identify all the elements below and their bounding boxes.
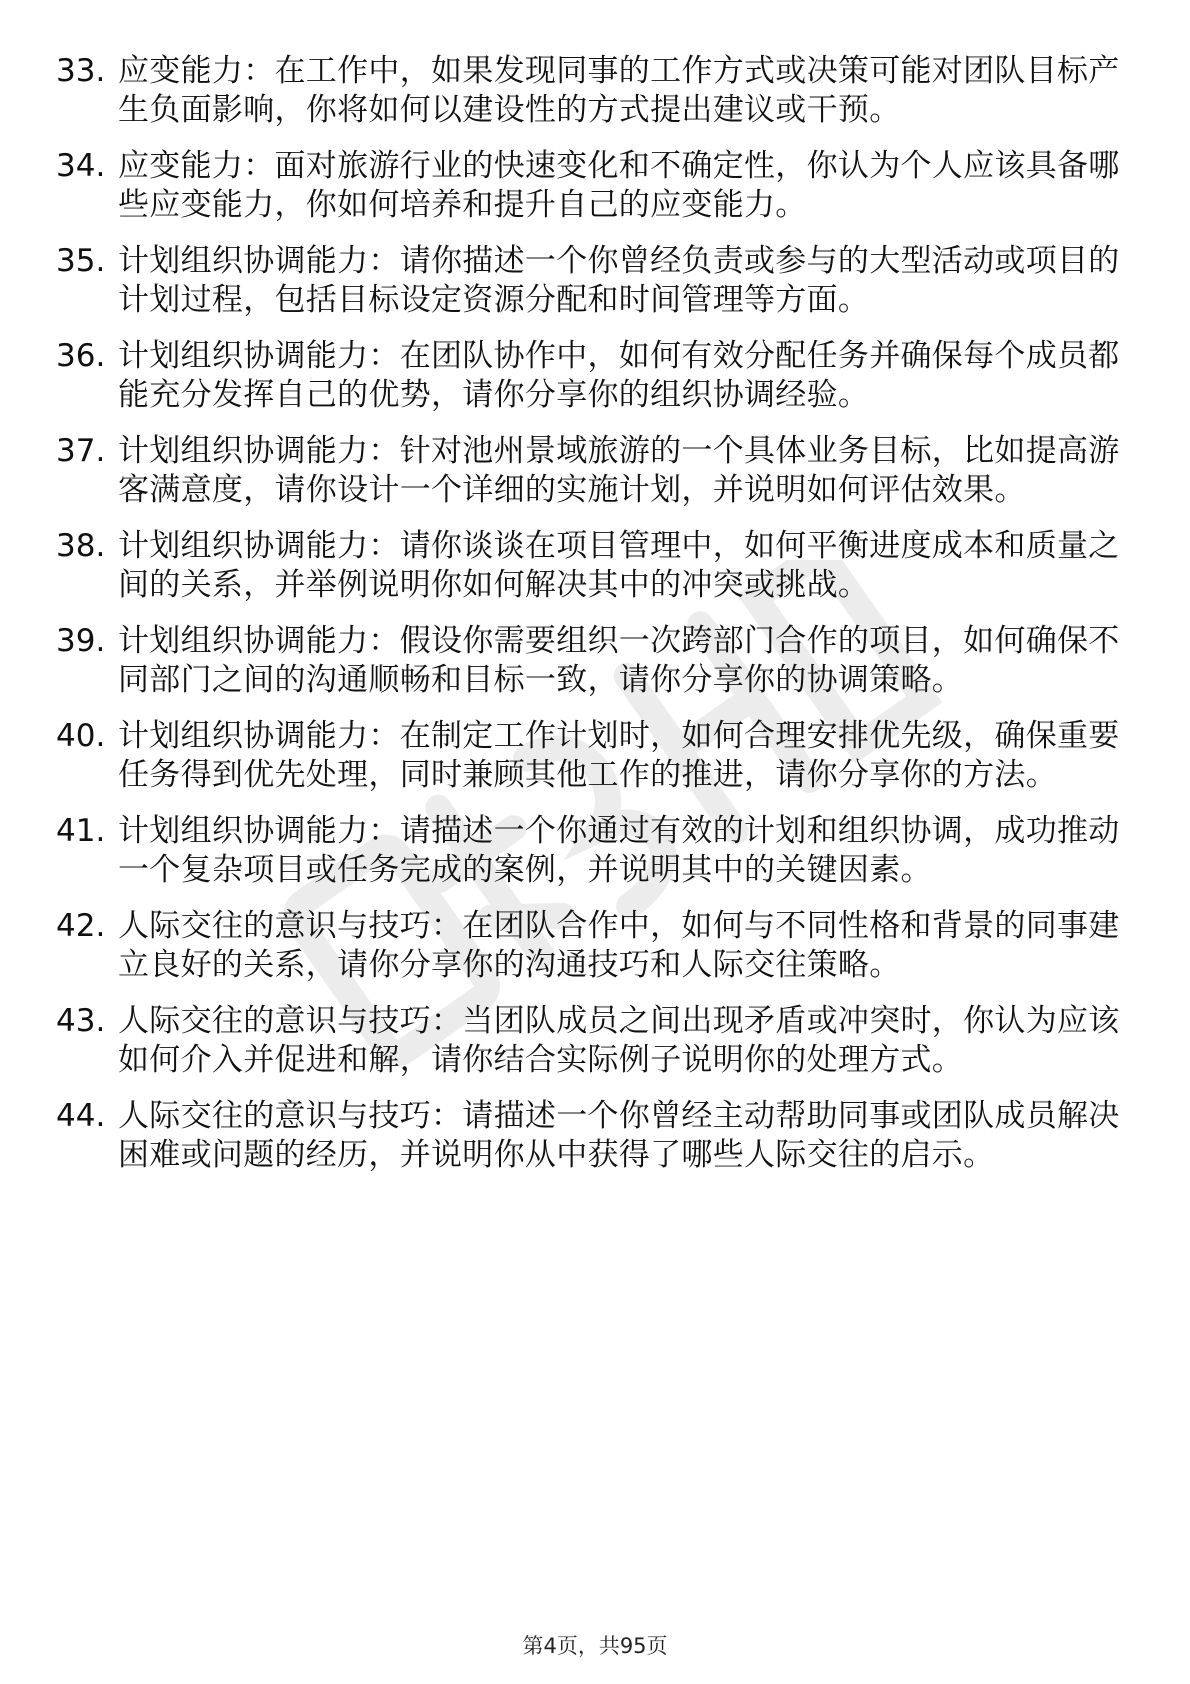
question-text: 人际交往的意识与技巧：请描述一个你曾经主动帮助同事或团队成员解决困难或问题的经历，并说明你从中获得了哪些人际交往的启示。 <box>118 1098 1120 1173</box>
question-number: 42. <box>56 908 106 944</box>
question-number: 40. <box>56 718 106 754</box>
question-text: 应变能力：在工作中，如果发现同事的工作方式或决策可能对团队目标产生负面影响，你将如何以建设性的方式提出建议或干预。 <box>118 53 1120 128</box>
list-item <box>56 717 1126 795</box>
question-text: 计划组织协调能力：请你谈谈在项目管理中，如何平衡进度成本和质量之间的关系，并举例说明你如何解决其中的冲突或挑战。 <box>118 528 1120 603</box>
list-item <box>56 812 1126 890</box>
question-text: 计划组织协调能力：请你描述一个你曾经负责或参与的大型活动或项目的计划过程，包括目标设定资源分配和时间管理等方面。 <box>118 243 1120 318</box>
question-number: 33. <box>56 53 106 89</box>
question-list <box>56 52 1126 1192</box>
page-footer <box>0 1633 1190 1659</box>
question-text: 计划组织协调能力：针对池州景域旅游的一个具体业务目标，比如提高游客满意度，请你设计一个详细的实施计划，并说明如何评估效果。 <box>118 433 1120 508</box>
question-number: 36. <box>56 338 106 374</box>
question-text: 计划组织协调能力：请描述一个你通过有效的计划和组织协调，成功推动一个复杂项目或任务完成的案例，并说明其中的关键因素。 <box>118 813 1120 888</box>
question-text: 计划组织协调能力：在制定工作计划时，如何合理安排优先级，确保重要任务得到优先处理，同时兼顾其他工作的推进，请你分享你的方法。 <box>118 718 1120 793</box>
list-item <box>56 52 1126 130</box>
list-item <box>56 337 1126 415</box>
question-number: 43. <box>56 1003 106 1039</box>
list-item <box>56 1002 1126 1080</box>
question-text: 计划组织协调能力：在团队协作中，如何有效分配任务并确保每个成员都能充分发挥自己的优势，请你分享你的组织协调经验。 <box>118 338 1120 413</box>
question-number: 38. <box>56 528 106 564</box>
list-item <box>56 432 1126 510</box>
list-item <box>56 527 1126 605</box>
list-item <box>56 147 1126 225</box>
question-text: 人际交往的意识与技巧：在团队合作中，如何与不同性格和背景的同事建立良好的关系，请你分享你的沟通技巧和人际交往策略。 <box>118 908 1120 983</box>
page-number-label: 第4页，共95页 <box>522 1634 668 1658</box>
question-number: 37. <box>56 433 106 469</box>
question-number: 39. <box>56 623 106 659</box>
question-number: 34. <box>56 148 106 184</box>
list-item <box>56 907 1126 985</box>
question-number: 44. <box>56 1098 106 1134</box>
question-text: 计划组织协调能力：假设你需要组织一次跨部门合作的项目，如何确保不同部门之间的沟通顺畅和目标一致，请你分享你的协调策略。 <box>118 623 1120 698</box>
question-text: 应变能力：面对旅游行业的快速变化和不确定性，你认为个人应该具备哪些应变能力，你如何培养和提升自己的应变能力。 <box>118 148 1120 223</box>
list-item <box>56 242 1126 320</box>
question-number: 35. <box>56 243 106 279</box>
list-item <box>56 1097 1126 1175</box>
question-text: 人际交往的意识与技巧：当团队成员之间出现矛盾或冲突时，你认为应该如何介入并促进和解，请你结合实际例子说明你的处理方式。 <box>118 1003 1120 1078</box>
list-item <box>56 622 1126 700</box>
question-number: 41. <box>56 813 106 849</box>
